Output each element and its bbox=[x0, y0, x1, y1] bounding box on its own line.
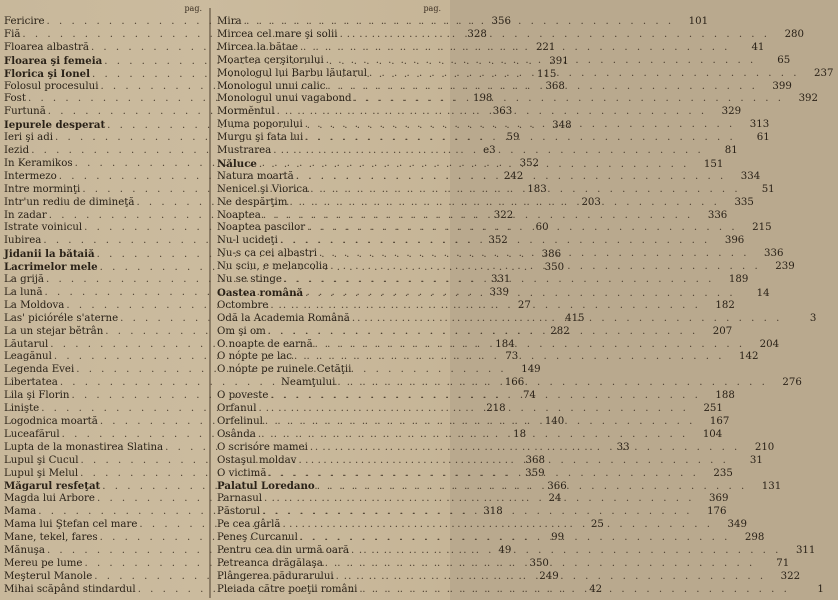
entry-page-number: 363 bbox=[492, 106, 513, 118]
entry-title: Moartea cerşitorului bbox=[217, 54, 324, 66]
leader-dots bbox=[258, 403, 688, 415]
leader-dots bbox=[300, 532, 730, 544]
entry-title: Lacrimelor mele bbox=[4, 261, 98, 274]
entry-page-number: 350 bbox=[529, 557, 549, 569]
leader-dots bbox=[354, 93, 784, 105]
leader-dots bbox=[270, 300, 700, 312]
entry-page-number: 251 bbox=[703, 403, 723, 414]
leader-dots bbox=[268, 326, 698, 338]
entry-title: Meşterul Manole bbox=[4, 570, 93, 582]
entry-page-number: 235 bbox=[713, 467, 733, 479]
entry-page-number: 27 bbox=[517, 299, 531, 311]
leader-dots bbox=[336, 571, 766, 583]
leader-dots bbox=[319, 248, 749, 260]
page-column-header: pag. bbox=[184, 4, 202, 13]
entry-page-number: 396 bbox=[724, 235, 745, 247]
entry-page-number: 399 bbox=[772, 80, 792, 92]
entry-page-number: 151 bbox=[703, 158, 724, 170]
entry-title: Nu sciu, e melancolia bbox=[217, 261, 329, 273]
entry-title: Intermezo bbox=[4, 170, 57, 182]
entry-title: La Moldova bbox=[4, 299, 65, 311]
entry-page-number: 221 bbox=[535, 41, 556, 53]
entry-page-number: 280 bbox=[784, 28, 805, 40]
entry-title: Odă la Academia Română bbox=[217, 312, 350, 324]
entry-title: Natura moartă bbox=[217, 170, 294, 182]
entry-page-number: 115 bbox=[536, 68, 557, 80]
entry-title: Mircea la bătae bbox=[217, 41, 298, 53]
entry-page-number: 349 bbox=[727, 519, 747, 531]
entry-title: Monologul unui vagabond bbox=[217, 93, 352, 105]
entry-title: Petreanca drăgălaşa bbox=[217, 557, 323, 569]
entry-page-number: 60 bbox=[535, 222, 549, 234]
entry-title: Muma poporului bbox=[217, 119, 303, 131]
entry-page-number: 369 bbox=[709, 493, 729, 505]
entry-title: La grijă bbox=[4, 274, 44, 285]
entry-title: Pleiada către poeţii români bbox=[217, 583, 358, 595]
entry-page-number: 215 bbox=[752, 222, 772, 234]
leader-dots bbox=[289, 197, 719, 209]
entry-page-number: 183 bbox=[527, 183, 547, 195]
entry-page-number: 149 bbox=[521, 364, 541, 376]
leader-dots bbox=[264, 493, 694, 505]
entry-page-number: 182 bbox=[715, 299, 735, 311]
entry-title: Floarea albastră bbox=[4, 41, 89, 53]
entry-page-number: 322 bbox=[780, 570, 801, 582]
entry-page-number: 313 bbox=[749, 119, 770, 131]
entry-page-number: 167 bbox=[709, 415, 730, 427]
entry-page-number: 41 bbox=[751, 41, 765, 53]
entry-page-number: 203 bbox=[581, 196, 601, 208]
entry-page-number: 329 bbox=[721, 106, 742, 118]
entry-title: Las' picióréle s'aterne bbox=[4, 312, 119, 324]
entry-title: Mormĕntul bbox=[217, 106, 275, 118]
entry-title: Fericire bbox=[4, 16, 45, 27]
leader-dots bbox=[305, 288, 735, 300]
entry-page-number: 242 bbox=[503, 170, 524, 182]
entry-title: Lupul şi Melul bbox=[4, 467, 79, 479]
entry-title: Neamţului bbox=[281, 377, 336, 389]
leader-dots bbox=[277, 106, 707, 118]
entry-title: Mama lui Ştefan cel mare bbox=[4, 519, 138, 531]
leader-dots bbox=[263, 210, 693, 222]
entry-title: Năluce bbox=[217, 157, 257, 170]
entry-title: Osânda bbox=[217, 428, 256, 440]
entry-title: Mereu pe lume bbox=[4, 557, 83, 569]
entry-page-number: 352 bbox=[519, 157, 540, 169]
entry-title: Mustrarea bbox=[217, 145, 272, 156]
entry-page-number: 176 bbox=[707, 506, 727, 518]
entry-title: Orfanul bbox=[217, 403, 257, 414]
entry-title: Lăutarul bbox=[4, 338, 49, 350]
leader-dots bbox=[280, 235, 710, 247]
entry-page-number: 276 bbox=[782, 377, 802, 389]
entry-title: Oastea română bbox=[217, 286, 304, 299]
entry-page-number: 14 bbox=[756, 287, 770, 299]
entry-title: Orfelinul bbox=[217, 415, 263, 427]
entry-title: Fiă bbox=[4, 28, 21, 40]
entry-title: Octombre bbox=[217, 299, 269, 311]
entry-page-number: 368 bbox=[525, 454, 545, 466]
entry-page-number: 334 bbox=[740, 170, 761, 182]
entry-title: Florica şi Ionel bbox=[4, 67, 90, 80]
entry-title: Libertatea bbox=[4, 377, 58, 389]
entry-page-number: 131 bbox=[761, 481, 782, 493]
entry-page-number: 166 bbox=[504, 377, 525, 389]
entry-title: Iezid bbox=[4, 145, 30, 156]
entry-page-number: 18 bbox=[513, 428, 527, 440]
entry-page-number: 61 bbox=[756, 132, 770, 144]
entry-title: In Keramikos bbox=[4, 157, 73, 169]
entry-title: Om şi om bbox=[217, 325, 266, 337]
entry-page-number: 350 bbox=[544, 262, 565, 274]
entry-title: Murgu şi fata lui bbox=[217, 132, 304, 144]
entry-title: Pentru cea din urmă oară bbox=[217, 544, 349, 556]
entry-page-number: 391 bbox=[549, 55, 569, 67]
column-divider bbox=[209, 8, 211, 598]
entry-title: Leagănul bbox=[4, 351, 52, 363]
entry-page-number: 328 bbox=[467, 28, 487, 40]
entry-title: Jidanii la bătaiă bbox=[4, 248, 95, 261]
entry-page-number: 25 bbox=[590, 519, 604, 531]
entry-title: Monologul unui calic bbox=[217, 80, 326, 92]
entry-title: O noapte de earnă bbox=[217, 338, 313, 350]
entry-title: Istrate voinicul bbox=[4, 222, 83, 234]
entry-title: Mama bbox=[4, 506, 37, 518]
page-column-header: pag. bbox=[423, 4, 441, 13]
entry-page-number: 142 bbox=[739, 351, 759, 363]
entry-page-number: 198 bbox=[472, 93, 493, 105]
leader-dots bbox=[294, 351, 724, 363]
leader-dots bbox=[310, 184, 740, 196]
entry-page-number: 237 bbox=[814, 67, 834, 79]
entry-page-number: 65 bbox=[777, 54, 791, 66]
leader-dots bbox=[283, 519, 713, 531]
entry-page-number: 386 bbox=[541, 249, 562, 261]
entry-title: Nu-s ca cei albastri bbox=[217, 248, 318, 260]
leader-dots bbox=[315, 339, 745, 351]
leader-dots bbox=[307, 222, 737, 234]
entry-page-number: 81 bbox=[724, 145, 738, 156]
entry-title: In zadar bbox=[4, 209, 47, 221]
entry-page-number: 74 bbox=[522, 390, 536, 402]
entry-title: Mihai scăpând stindardul bbox=[4, 583, 136, 595]
entry-title: La un stejar bĕtrân bbox=[4, 325, 104, 337]
entry-page-number: 204 bbox=[759, 338, 780, 350]
entry-title: Lupul şi Cucul bbox=[4, 454, 79, 466]
entry-title: O scrisóre mamei bbox=[217, 441, 308, 453]
leader-dots bbox=[325, 558, 755, 570]
entry-title: Mane, tekel, fares bbox=[4, 532, 98, 543]
leader-dots bbox=[296, 171, 726, 183]
entry-page-number: 104 bbox=[702, 428, 723, 440]
entry-title: Mănuşa bbox=[4, 544, 45, 556]
entry-page-number: 336 bbox=[764, 248, 784, 260]
entry-page-number: 99 bbox=[551, 532, 565, 543]
entry-title: Plângerea pădurarului bbox=[217, 570, 334, 582]
leader-dots bbox=[268, 468, 698, 480]
entry-page-number: 184 bbox=[495, 338, 515, 350]
entry-title: Legenda Evei bbox=[4, 364, 75, 376]
entry-page-number: 322 bbox=[493, 209, 514, 221]
entry-title: Nu se stinge bbox=[217, 274, 282, 285]
leader-dots bbox=[337, 377, 767, 389]
entry-page-number: 311 bbox=[795, 544, 816, 556]
entry-title: La lună bbox=[4, 286, 43, 298]
leader-dots bbox=[258, 429, 688, 441]
entry-page-number: 335 bbox=[734, 196, 754, 208]
entry-title: Lila şi Florin bbox=[4, 390, 70, 402]
entry-title: Nenicel şi Viorica bbox=[217, 183, 309, 195]
entry-page-number: 298 bbox=[744, 532, 765, 543]
leader-dots bbox=[326, 55, 756, 67]
entry-page-number: 336 bbox=[707, 209, 728, 221]
leader-dots bbox=[327, 81, 757, 93]
index-entry bbox=[213, 364, 445, 376]
entry-page-number: 33 bbox=[616, 441, 630, 453]
leader-dots bbox=[273, 145, 703, 157]
entry-page-number: 189 bbox=[728, 274, 749, 285]
entry-page-number: 1 bbox=[817, 583, 824, 595]
entry-title: Noaptea pascilor bbox=[217, 222, 306, 234]
entry-page-number: 24 bbox=[548, 493, 562, 505]
leader-dots bbox=[317, 481, 747, 493]
entry-title: Ieri şi adi bbox=[4, 132, 53, 144]
entry-page-number: 415 bbox=[565, 312, 585, 324]
entry-title: Mircea cel mare şi solii bbox=[217, 28, 338, 40]
leader-dots bbox=[352, 313, 782, 325]
entry-page-number: 392 bbox=[798, 93, 819, 105]
entry-title: Magda lui Arbore bbox=[4, 493, 95, 505]
entry-title: O victimă bbox=[217, 467, 267, 479]
entry-page-number: 207 bbox=[712, 325, 733, 337]
entry-title: Măgarul resfeţat bbox=[4, 480, 101, 493]
entry-page-number: 3 bbox=[809, 312, 817, 324]
entry-page-number: 49 bbox=[498, 544, 512, 556]
entry-page-number: 352 bbox=[488, 235, 508, 247]
entry-page-number: 188 bbox=[715, 390, 735, 402]
entry-page-number: 356 bbox=[491, 16, 511, 27]
entry-title: Pe cea gârlă bbox=[217, 519, 281, 531]
entry-page-number: 73 bbox=[505, 351, 519, 363]
entry-page-number: 31 bbox=[749, 454, 763, 466]
leader-dots bbox=[305, 132, 735, 144]
leader-dots bbox=[270, 390, 700, 402]
leader-dots bbox=[300, 42, 730, 54]
entry-page-number: 101 bbox=[688, 16, 709, 27]
entry-page-number: 51 bbox=[761, 183, 775, 195]
entry-title: Linişte bbox=[4, 403, 40, 414]
entry-title: Palatul Loredano bbox=[217, 480, 315, 493]
leader-dots bbox=[262, 506, 692, 518]
leader-dots bbox=[259, 159, 689, 171]
entry-title: Logodnica moartă bbox=[4, 415, 98, 427]
entry-title: Furtună bbox=[4, 106, 46, 118]
entry-page-number: e3 bbox=[483, 145, 496, 156]
entry-title: Iubirea bbox=[4, 235, 42, 247]
entry-title: Lupta de la monastirea Slatina bbox=[4, 441, 164, 453]
entry-page-number: 368 bbox=[545, 80, 565, 92]
entry-page-number: 42 bbox=[589, 583, 603, 595]
entry-title: Iepurele desperat bbox=[4, 119, 106, 132]
entry-title: Păstorul bbox=[217, 506, 261, 518]
entry-title: O nópte pe ruinele Cetăţii bbox=[217, 364, 352, 376]
leader-dots bbox=[330, 261, 760, 273]
entry-page-number: 348 bbox=[552, 120, 572, 132]
leader-dots bbox=[340, 29, 770, 41]
entry-title: Folosul procesului bbox=[4, 80, 99, 92]
entry-title: Luceafărul bbox=[4, 428, 60, 440]
entry-page-number: 249 bbox=[539, 570, 559, 582]
entry-title: O nópte pe lac bbox=[217, 351, 292, 363]
entry-title: Floarea şi femeia bbox=[4, 54, 103, 67]
entry-title: Ne despărţim bbox=[217, 196, 288, 208]
entry-title: Intr'un rediu de dimineţă bbox=[4, 196, 135, 208]
entry-title: Ostaşul moldav bbox=[217, 454, 297, 466]
leader-dots bbox=[244, 16, 674, 28]
entry-page-number: 282 bbox=[550, 325, 570, 337]
entry-page-number: 71 bbox=[776, 557, 790, 569]
entry-title: Intre morminţi bbox=[4, 183, 81, 195]
entry-page-number: 218 bbox=[486, 403, 506, 414]
entry-title: Monologul lui Barbu lăutarul bbox=[217, 67, 368, 79]
entry-title: Fost bbox=[4, 93, 26, 105]
entry-title: Noaptea bbox=[217, 209, 261, 221]
entry-page-number: 59 bbox=[506, 132, 520, 144]
entry-page-number: 210 bbox=[754, 441, 775, 453]
leader-dots bbox=[351, 545, 781, 557]
entry-page-number: 339 bbox=[489, 286, 509, 298]
leader-dots bbox=[298, 455, 728, 467]
entry-title: Peneş Curcanul bbox=[217, 532, 298, 543]
leader-dots bbox=[305, 119, 735, 131]
entry-page-number: 366 bbox=[547, 481, 567, 493]
entry-page-number: 318 bbox=[483, 506, 503, 518]
entry-page-number: 140 bbox=[544, 415, 565, 427]
leader-dots bbox=[265, 416, 695, 428]
leader-dots bbox=[310, 442, 740, 454]
entry-page-number: 359 bbox=[525, 467, 545, 479]
entry-page-number: 331 bbox=[490, 274, 511, 285]
leader-dots bbox=[359, 584, 789, 596]
entry-title: O poveste bbox=[217, 390, 269, 402]
entry-title: Nu-l ucideţi bbox=[217, 235, 278, 247]
leader-dots bbox=[284, 274, 714, 286]
leader-dots bbox=[369, 68, 799, 80]
entry-page-number: 239 bbox=[775, 261, 795, 273]
entry-title: Mira bbox=[217, 16, 242, 27]
entry-title: Parnasul bbox=[217, 493, 263, 505]
